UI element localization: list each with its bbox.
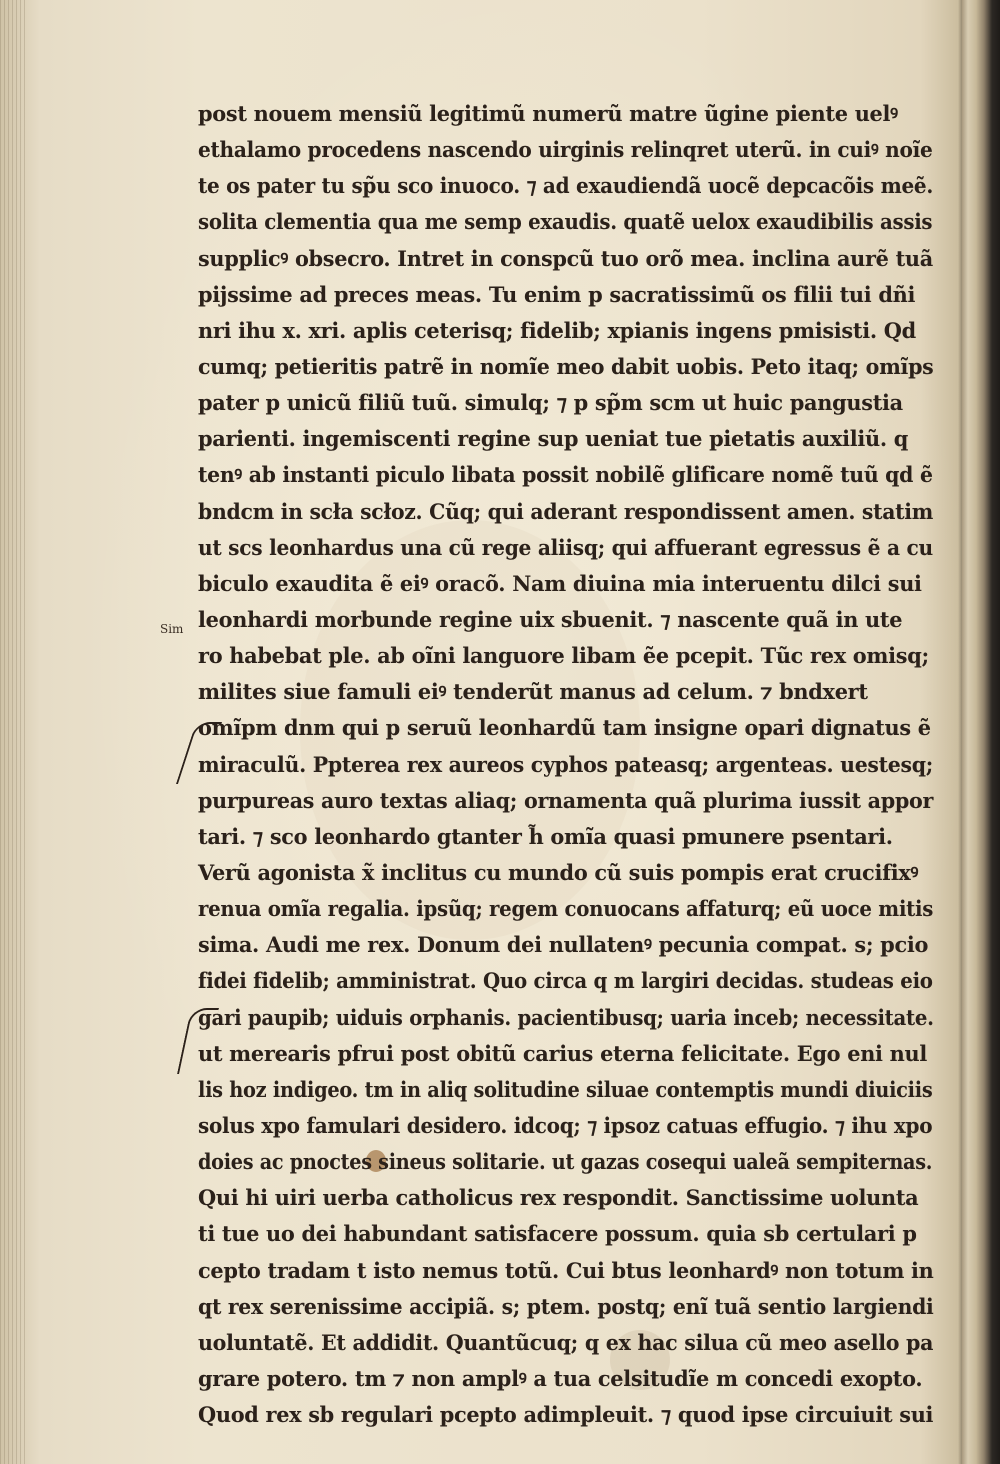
manuscript-line: ut merearis pfrui post obitũ carius eterna felicitate. Ego eni nul [198, 1040, 928, 1066]
manuscript-line: ro habebat ple. ab oĩni languore libam ẽe pcepit. Tũc rex omisq; [198, 643, 929, 669]
manuscript-line: omĩpm dnm qui p seruũ leonhardũ tam insigne opari dignatus ẽ [198, 715, 931, 741]
manuscript-line: post nouem mensiũ legitimũ numerũ matre ũgine piente uelꝰ [198, 101, 898, 126]
manuscript-line: bndcm in scła scłoz. Cũq; qui aderant respondissent amen. statim [198, 498, 934, 524]
manuscript-line: Verũ agonista x̃ inclitus cu mundo cũ suis pompis erat crucifixꝰ [198, 859, 919, 885]
manuscript-line: ethalamo procedens nascendo uirginis relinqret uterũ. in cuiꝰ noĩe [198, 137, 933, 163]
manuscript-line: doies ac pnoctes sineus solitarie. ut gazas cosequi ualeã sempiternas. [198, 1149, 933, 1175]
manuscript-line: sima. Audi me rex. Donum dei nullatenꝰ pecunia compat. s; pcio [198, 932, 929, 958]
manuscript-line: miraculũ. Ppterea rex aureos cyphos pateasq; argenteas. uestesq; [198, 751, 934, 777]
manuscript-line: tari. ⁊ sco leonhardo gtanter h̃ omĩa quasi pmunere psentari. [198, 823, 893, 849]
manuscript-line: gari paupib; uiduis orphanis. pacientibusq; uaria inceb; necessitate. [198, 1004, 934, 1030]
manuscript-line: fidei fidelib; amministrat. Quo circa q m largiri decidas. studeas eio [198, 968, 933, 994]
manuscript-line: pijssime ad preces meas. Tu enim p sacratissimũ os filii tui dñi [198, 281, 916, 307]
manuscript-line: renua omĩa regalia. ipsũq; regem conuocans affaturq; eũ uoce mitis [198, 896, 934, 922]
manuscript-line: te os pater tu sp̃u sco inuoco. ⁊ ad exaudiendã uocẽ depcacõis meẽ. [198, 173, 934, 199]
manuscript-line: nri ihu x. xri. aplis ceterisq; fidelib; xpianis ingens pmisisti. Qd [198, 317, 916, 343]
manuscript-line: ut scs leonhardus una cũ rege aliisq; qui affuerant egressus ẽ a cu [198, 534, 933, 560]
manuscript-line: grare potero. tm ⁊ non amplꝰ a tua celsitudĩe m concedi exopto. [198, 1365, 923, 1391]
manuscript-line: uoluntatẽ. Et addidit. Quantũcuq; q ex hac silua cũ meo asello pa [198, 1329, 934, 1355]
manuscript-line: qt rex serenissime accipiã. s; ptem. postq; enĩ tuã sentio largiendi [198, 1293, 934, 1319]
manuscript-line: solita clementia qua me semp exaudis. quatẽ uelox exaudibilis assis [198, 209, 933, 235]
manuscript-line: biculo exaudita ẽ eiꝰ oracõ. Nam diuina mia interuentu dilci sui [198, 570, 922, 596]
manuscript-line: milites siue famuli eiꝰ tenderũt manus ad celum. ⁊ bndxert [198, 679, 868, 705]
manuscript-line: purpureas auro textas aliaq; ornamenta quã plurima iussit appor [198, 787, 934, 813]
text-column [198, 96, 938, 1433]
manuscript-line: pater p unicũ filiũ tuũ. simulq; ⁊ p sp̃m scm ut huic pangustia [198, 390, 903, 416]
marginal-note: Sim [160, 622, 184, 636]
manuscript-line: cepto tradam t isto nemus totũ. Cui btus leonhardꝰ non totum in [198, 1257, 934, 1283]
manuscript-line: parienti. ingemiscenti regine sup ueniat tue pietatis auxiliũ. q [198, 426, 909, 452]
binding-edge [962, 0, 1000, 1464]
manuscript-line: solus xpo famulari desidero. idcoq; ⁊ ipsoz catuas effugio. ⁊ ihu xpo [198, 1112, 933, 1138]
manuscript-line: supplicꝰ obsecro. Intret in conspcũ tuo orõ mea. inclina aurẽ tuã [198, 245, 933, 271]
manuscript-line: lis hoz indigeo. tm in aliq solitudine siluae contemptis mundi diuiciis [198, 1076, 933, 1102]
manuscript-line: Quod rex sb regulari pcepto adimpleuit. ⁊ quod ipse circuiuit sui [198, 1402, 934, 1428]
manuscript-line: ti tue uo dei habundant satisfacere possum. quia sb certulari p [198, 1221, 917, 1247]
manuscript-line: tenꝰ ab instanti piculo libata possit nobilẽ glificare nomẽ tuũ qd ẽ [198, 462, 933, 488]
manuscript-line: Qui hi uiri uerba catholicus rex respondit. Sanctissime uolunta [198, 1185, 919, 1211]
manuscript-line: leonhardi morbunde regine uix sbuenit. ⁊ nascente quã in ute [198, 606, 903, 632]
manuscript-line: cumq; petieritis patrẽ in nomĩe meo dabit uobis. Peto itaq; omĩps [198, 353, 934, 379]
